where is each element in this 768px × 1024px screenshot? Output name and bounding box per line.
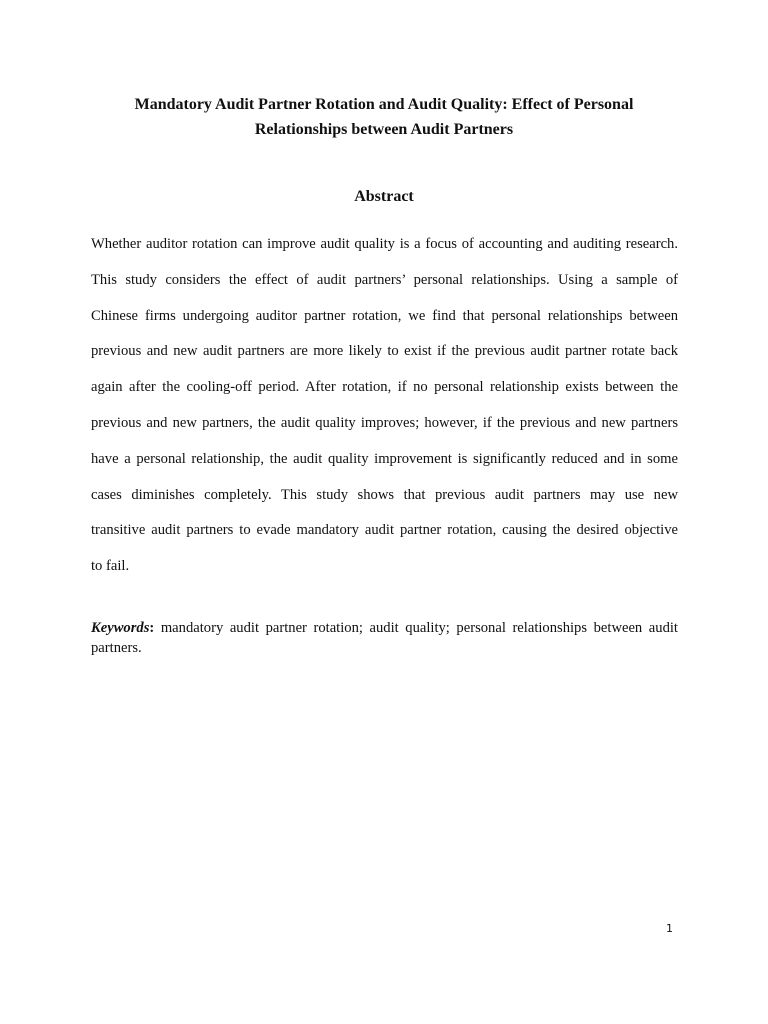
title-line: Mandatory Audit Partner Rotation and Audit Quality: Effect of Personal bbox=[134, 96, 634, 113]
abstract-line: Whether auditor rotation can improve audit quality is a focus of accounting and auditing research. bbox=[91, 236, 678, 252]
abstract-text bbox=[91, 227, 678, 585]
abstract-line: have a personal relationship, the audit quality improvement is significantly reduced and in some bbox=[91, 450, 678, 467]
abstract-line: again after the cooling-off period. After rotation, if no personal relationship exists between the bbox=[91, 379, 678, 396]
keywords-label: Keywords bbox=[91, 620, 150, 636]
paper-title bbox=[60, 92, 708, 142]
keywords-colon: : bbox=[149, 620, 155, 636]
abstract-line: cases diminishes completely. This study shows that previous audit partners may use new bbox=[91, 486, 678, 503]
abstract-line: Chinese firms undergoing auditor partner rotation, we find that personal relationships between bbox=[91, 307, 678, 324]
abstract-line: to fail. bbox=[91, 558, 130, 575]
abstract-line: previous and new partners, the audit quality improves; however, if the previous and new partners bbox=[91, 414, 678, 431]
page-number: 1 bbox=[666, 922, 673, 935]
abstract-line: This study considers the effect of audit partners’ personal relationships. Using a sample of bbox=[91, 271, 678, 288]
abstract-line: previous and new audit partners are more likely to exist if the previous audit partner rotate back bbox=[91, 343, 678, 360]
abstract-heading: Abstract bbox=[354, 188, 414, 205]
keywords-text: mandatory audit partner rotation; audit quality; personal relationships between audit bbox=[154, 620, 678, 636]
abstract-line: transitive audit partners to evade mandatory audit partner rotation, causing the desired objective bbox=[91, 522, 678, 539]
keywords-line bbox=[91, 618, 678, 638]
keywords-paragraph bbox=[91, 618, 678, 658]
keywords-line: partners. bbox=[91, 640, 142, 656]
title-line: Relationships between Audit Partners bbox=[254, 121, 514, 138]
